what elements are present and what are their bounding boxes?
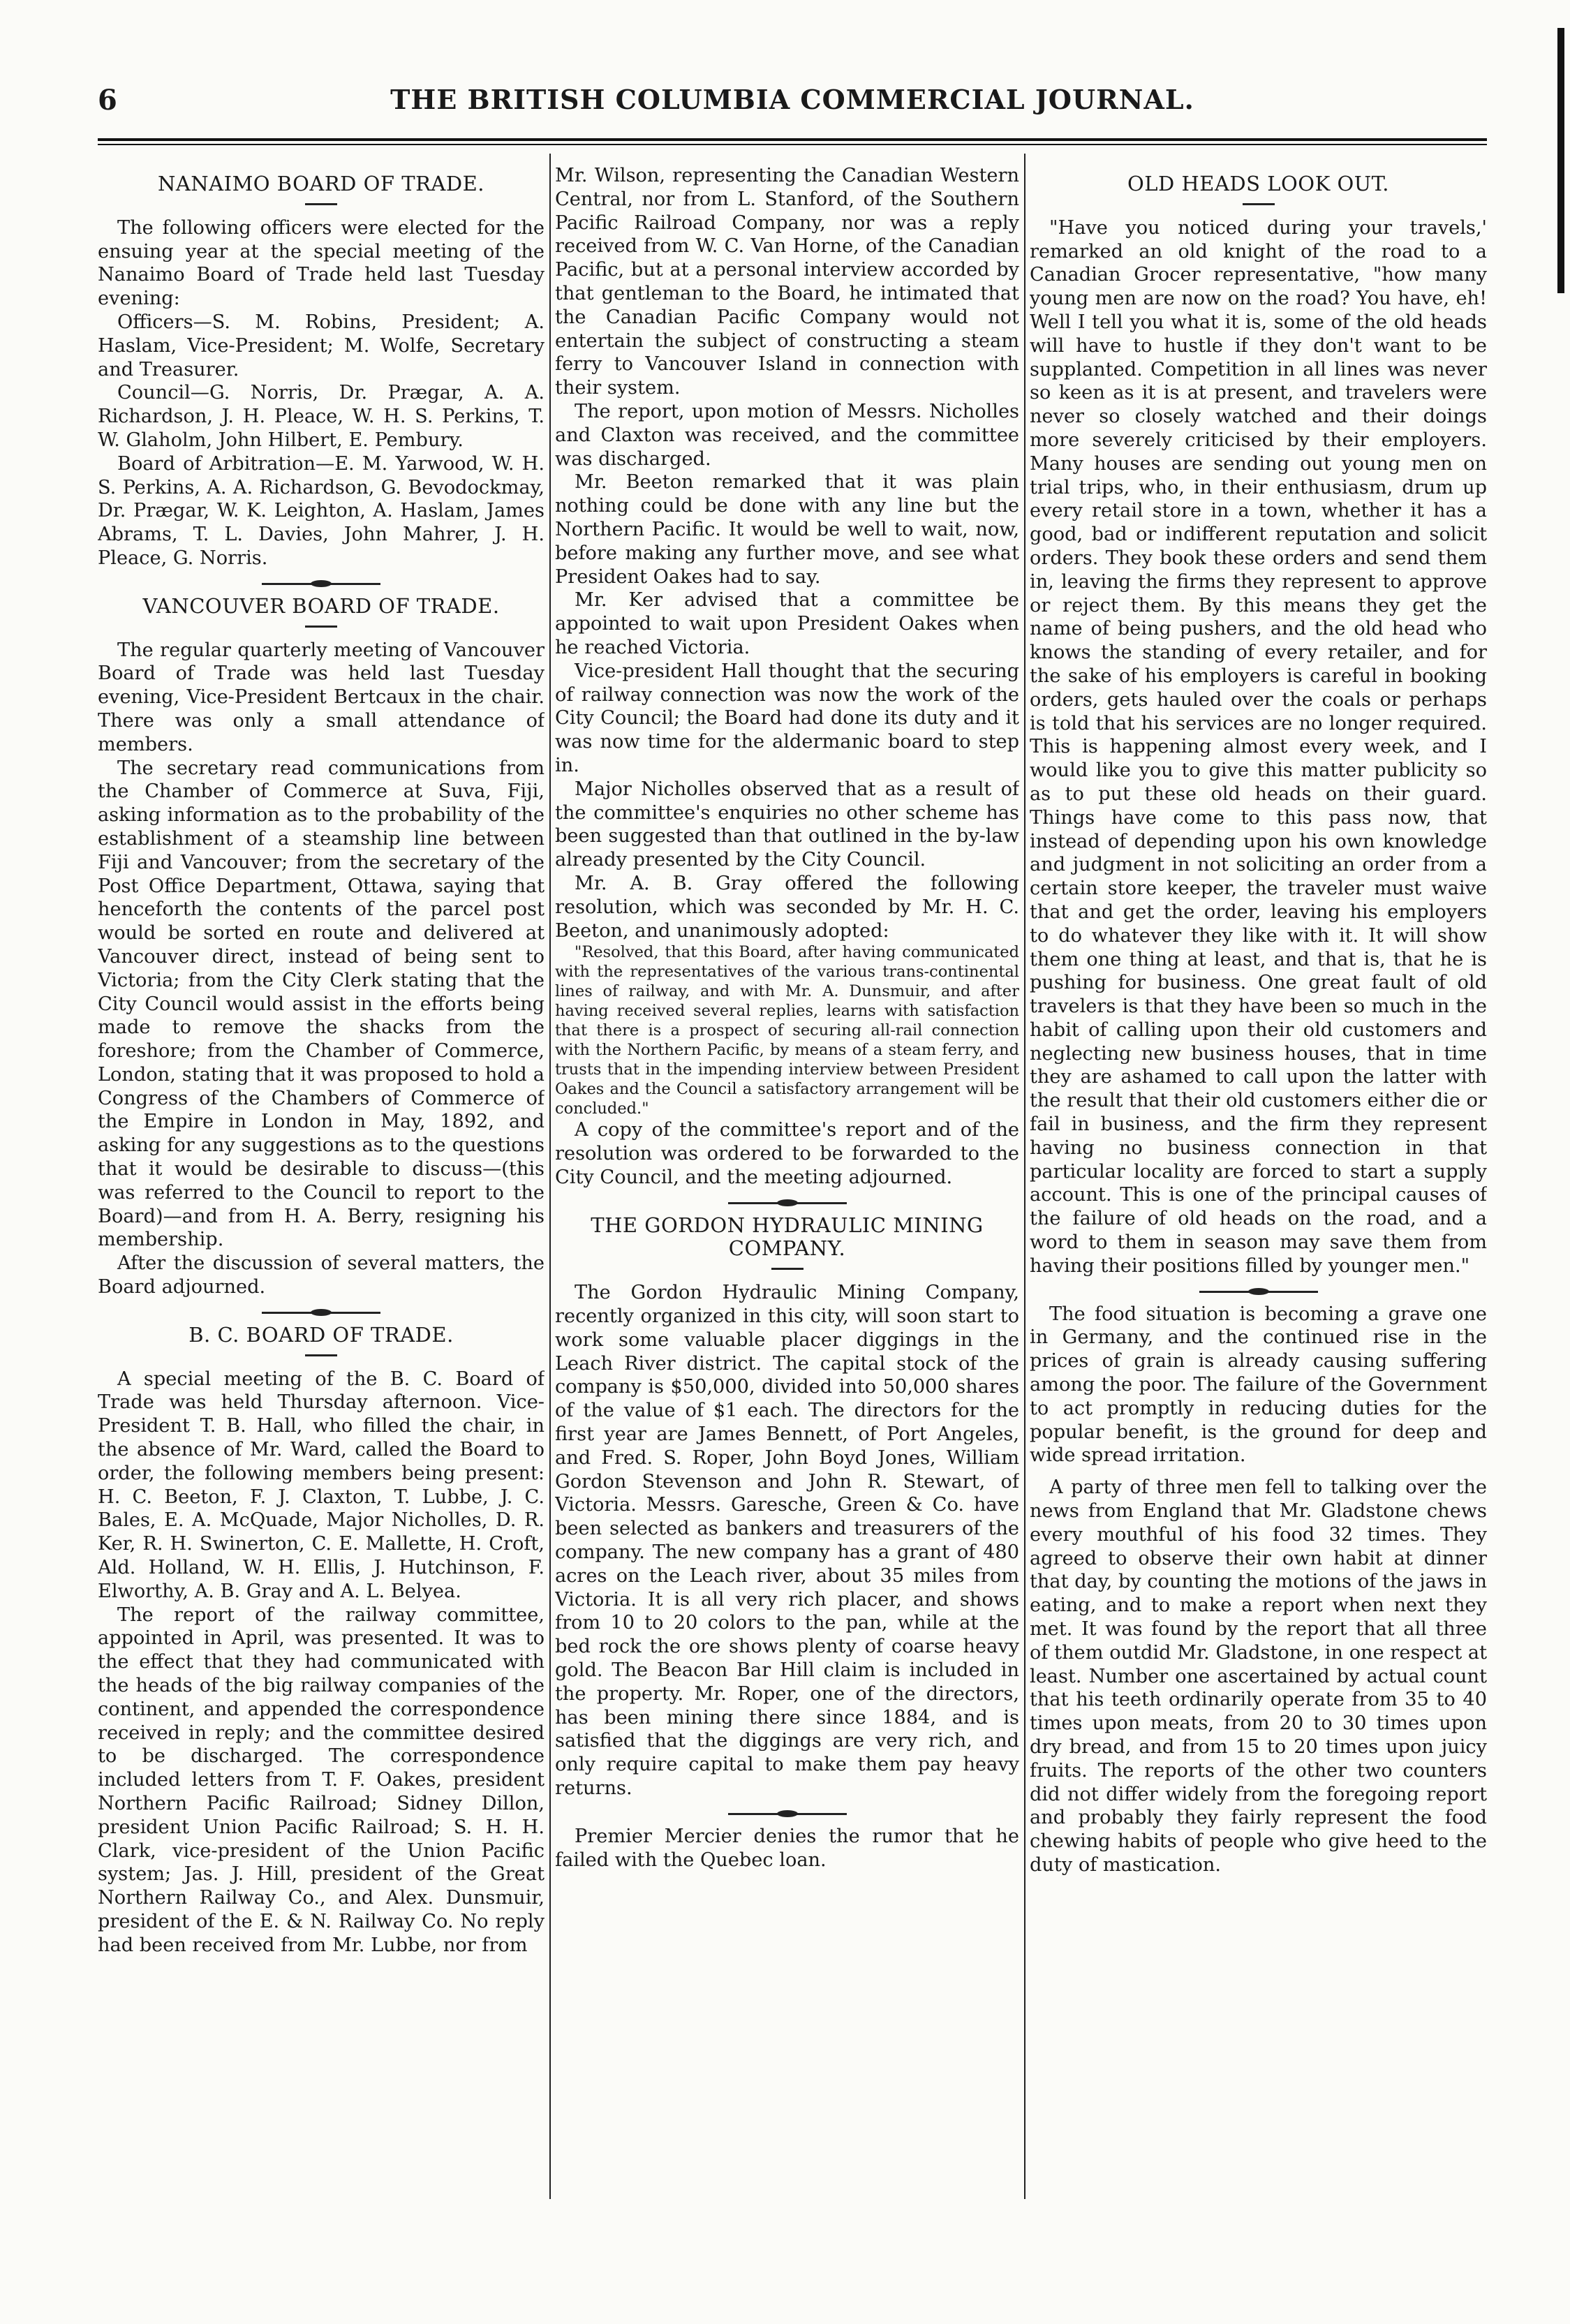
- page-number: 6: [98, 84, 117, 117]
- article-paragraph: The Gordon Hydraulic Mining Company, recently organized in this city, will soon start to work some valuable placer diggings in the Leach River district. The capital stock of the company is $50,000, divided into 50,000 shares of the value of $1 each. The directors for the first year are James Bennett, of Port Angeles, and Fred. S. Roper, John Boyd Jones, William Gordon Stevenson and John R. Stewart, of Victoria. Messrs. Garesche, Green & Co. have been selected as bankers and treasurers of the company. The new company has a grant of 480 acres on the Leach river, about 35 miles from Victoria. It is all very rich placer, and shows from 10 to 20 colors to the pan, while at the bed rock the ore shows plenty of coarse heavy gold. The Beacon Bar Hill claim is included in the property. Mr. Roper, one of the directors, has been mining there since 1884, and is satisfied that the diggings are very rich, and only require capital to make them pay heavy returns.: [555, 1282, 1019, 1800]
- header-rule: [98, 138, 1487, 141]
- article-paragraph: "Have you noticed during your travels,' remarked an old knight of the road to a Canadian Grocer representative, "how many young men are now on the road? You have, eh! Well I tell you what it is, some of the old heads will have to hustle if they don't want to be supplanted. Competition in all lines was never so keen as it is at present, and travelers were never so closely watched and their doings more severely criticised by their employers. Many houses are sending out young men on trial trips, who, in their enthusiasm, drum up every retail store in a town, whether it has a good, bad or indifferent reputation and solicit orders. They book these orders and send them in, leaving the firms they represent to approve or reject them. By this means they get the name of being pushers, and the old head who knows the standing of every retailer, and for the sake of his employers is careful in booking orders, gets hauled over the coals or perhaps is told that his services are no longer required. This is happening almost every week, and I would like you to give this matter publicity so as to put these old heads on their guard. Things have come to this pass now, that instead of depending upon his own knowledge and judgment in not soliciting an order from a certain store keeper, the traveler must waive that and get the order, leaving his employers to do whatever they like with it. It will show them one thing at least, and that is, that he is pushing for business. One great fault of old travelers is that they have been so much in the habit of calling upon their old customers and neglecting new business houses, that in time they are ashamed to call upon the latter with the result that their old customers either die or fail in business, and the firm they represent having no business connection in that particular locality are forced to start a supply account. This is one of the principal causes of the failure of old heads on the road, and a word to them in season may save them from having their positions filled by younger men.": [1030, 216, 1487, 1277]
- article-heading-nanaimo: NANAIMO BOARD OF TRADE.: [157, 172, 485, 195]
- column-3: [1030, 164, 1487, 1877]
- article-paragraph: The report of the railway committee, appointed in April, was presented. It was to the effect that they had communicated with the heads of the big railway companies of the continent, and appended the correspondence received in reply; and the committee desired to be discharged. The correspondence included letters from T. F. Oakes, president Northern Pacific Railroad; Sidney Dillon, president Union Pacific Railroad; S. H. H. Clark, vice-president of the Union Pacific system; Jas. J. Hill, president of the Great Northern Railway Co., and Alex. Dunsmuir, president of the E. & N. Railway Co. No reply had been received from Mr. Lubbe, nor from: [98, 1604, 545, 1956]
- article-paragraph: A special meeting of the B. C. Board of Trade was held Thursday afternoon. Vice-President T. B. Hall, who filled the chair, in the absence of Mr. Ward, called the Board to order, the following members being present: H. C. Beeton, F. J. Claxton, T. Lubbe, J. C. Bales, E. A. McQuade, Major Nicholles, D. R. Ker, R. H. Swinerton, C. E. Mallette, H. Croft, Ald. Holland, W. H. Ellis, J. Hutchinson, F. Elworthy, A. B. Gray and A. L. Belyea.: [98, 1368, 545, 1602]
- header-rule-thin: [98, 144, 1487, 145]
- article-heading-vancouver: VANCOUVER BOARD OF TRADE.: [142, 593, 500, 618]
- article-paragraph: A copy of the committee's report and of the resolution was ordered to be forwarded to the City Council, and the meeting adjourned.: [555, 1119, 1019, 1188]
- column-divider: [549, 154, 551, 2199]
- heading-underline: [305, 203, 337, 205]
- spacer: [1030, 1467, 1487, 1476]
- heading-underline: [305, 1354, 337, 1356]
- article-heading-old-heads: OLD HEADS LOOK OUT.: [1127, 172, 1389, 195]
- section-ornament: [1199, 1291, 1318, 1293]
- article-paragraph: After the discussion of several matters, the Board adjourned.: [98, 1252, 545, 1298]
- column-1: [98, 164, 545, 1957]
- heading-underline: [305, 626, 337, 628]
- article-paragraph: Major Nicholles observed that as a result of the committee's enquiries no other scheme has been suggested than that outlined in the by-law already presented by the City Council.: [555, 778, 1019, 871]
- article-paragraph: Mr. Ker advised that a committee be appointed to wait upon President Oakes when he reached Victoria.: [555, 589, 1019, 658]
- section-ornament: [728, 1202, 847, 1204]
- article-paragraph: A party of three men fell to talking over the news from England that Mr. Gladstone chews every mouthful of his food 32 times. They agreed to observe their own habit at dinner that day, by counting the motions of the jaws in eating, and to make a report when next they met. It was found by the report that all three of them outdid Mr. Gladstone, in one respect at least. Number one ascertained by actual count that his teeth ordinarily operate from 35 to 40 times upon meats, from 20 to 30 times upon dry bread, and from 15 to 20 times upon juicy fruits. The reports of the other two counters did not differ widely from the foregoing report and probably they fairly represent the food chewing habits of people who give heed to the duty of mastication.: [1030, 1476, 1487, 1876]
- article-paragraph: Council—G. Norris, Dr. Prægar, A. A. Richardson, J. H. Pleace, W. H. S. Perkins, T. W. Glaholm, John Hilbert, E. Pembury.: [98, 382, 545, 451]
- article-paragraph: Mr. A. B. Gray offered the following resolution, which was seconded by Mr. H. C. Beeton, and unanimously adopted:: [555, 872, 1019, 942]
- heading-underline: [1243, 203, 1275, 205]
- article-paragraph: The following officers were elected for the ensuing year at the special meeting of the Nanaimo Board of Trade held last Tuesday evening:: [98, 216, 545, 310]
- journal-title: THE BRITISH COLUMBIA COMMERCIAL JOURNAL.: [390, 84, 1194, 115]
- article-paragraph: Board of Arbitration—E. M. Yarwood, W. H. S. Perkins, A. A. Richardson, G. Bevodockmay, Dr. Prægar, W. K. Leighton, A. Haslam, James Abrams, T. L. Davies, John Mahrer, J. H. Pleace, G. Norris.: [98, 452, 545, 569]
- column-divider: [1024, 154, 1025, 2199]
- article-paragraph: The regular quarterly meeting of Vancouver Board of Trade was held last Tuesday evening, Vice-President Bertcaux in the chair. There was only a small attendance of members.: [98, 639, 545, 755]
- article-paragraph: The food situation is becoming a grave one in Germany, and the continued rise in the prices of grain is already causing suffering among the poor. The failure of the Government to act promptly in reducing duties for the popular benefit, is the ground for deep and wide spread irritation.: [1030, 1303, 1487, 1467]
- article-paragraph: Premier Mercier denies the rumor that he failed with the Quebec loan.: [555, 1825, 1019, 1871]
- article-paragraph: Mr. Beeton remarked that it was plain nothing could be done with any line but the Northern Pacific. It would be well to wait, now, before making any further move, and see what President Oakes had to say.: [555, 471, 1019, 588]
- article-paragraph: The report, upon motion of Messrs. Nicholles and Claxton was received, and the committee was discharged.: [555, 400, 1019, 470]
- section-ornament: [262, 583, 380, 585]
- column-2: [555, 164, 1019, 1872]
- masthead: [98, 84, 1487, 133]
- section-ornament: [262, 1312, 380, 1314]
- article-paragraph: Officers—S. M. Robins, President; A. Haslam, Vice-President; M. Wolfe, Secretary and Treasurer.: [98, 311, 545, 380]
- article-paragraph: Mr. Wilson, representing the Canadian Western Central, nor from L. Stanford, of the Southern Pacific Railroad Company, nor was a reply received from W. C. Van Horne, of the Canadian Pacific, but at a personal interview accorded by that gentleman to the Board, he intimated that the Canadian Pacific Company would not entertain the subject of constructing a steam ferry to Vancouver Island in connection with their system.: [555, 165, 1019, 399]
- article-heading-gordon: THE GORDON HYDRAULIC MINING COMPANY.: [591, 1213, 984, 1261]
- resolution-quote: "Resolved, that this Board, after having communicated with the representatives of the various trans-continental lines of railway, and with Mr. A. Dunsmuir, and after having received several replies, learns with satisfaction that there is a prospect of securing all-rail connection with the Northern Pacific, by means of a steam ferry, and trusts that in the impending interview between President Oakes and the Council a satisfactory arrangement will be concluded.": [555, 943, 1019, 1118]
- heading-underline: [771, 1268, 803, 1270]
- article-paragraph: Vice-president Hall thought that the securing of railway connection was now the work of the City Council; the Board had done its duty and it was now time for the aldermanic board to step in.: [555, 660, 1019, 776]
- article-paragraph: The secretary read communications from the Chamber of Commerce at Suva, Fiji, asking information as to the probability of the establishment of a steamship line between Fiji and Vancouver; from the secretary of the Post Office Department, Ottawa, saying that henceforth the contents of the parcel post would be sorted en route and delivered at Vancouver direct, instead of being sent to Victoria; from the City Clerk stating that the City Council would assist in the efforts being made to remove the shacks from the foreshore; from the Chamber of Commerce, London, stating that it was proposed to hold a Congress of the Chambers of Commerce of the Empire in London in May, 1892, and asking for any suggestions as to the questions that it would be desirable to discuss—(this was referred to the Council to report to the Board)—and from H. A. Berry, resigning his membership.: [98, 757, 545, 1251]
- section-ornament: [728, 1813, 847, 1815]
- article-heading-bc: B. C. BOARD OF TRADE.: [188, 1322, 454, 1347]
- page-edge-mark: [1557, 28, 1564, 293]
